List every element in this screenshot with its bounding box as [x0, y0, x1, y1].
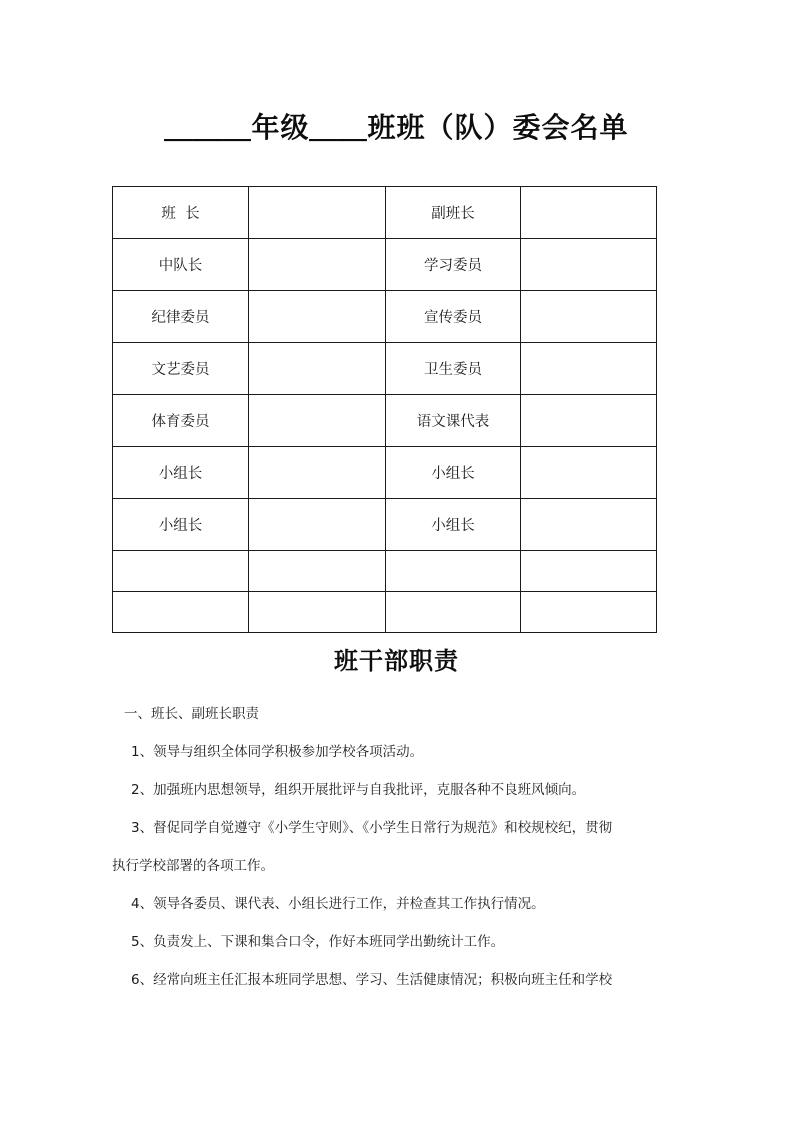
role-label-cell: 卫生委员 — [386, 343, 521, 395]
page-title: ＿＿＿年级＿＿班班（队）委会名单 — [164, 111, 629, 144]
role-label-cell: 小组长 — [386, 499, 521, 551]
role-value-cell[interactable] — [521, 499, 657, 551]
role-label-cell: 语文课代表 — [386, 395, 521, 447]
role-value-cell[interactable] — [521, 291, 657, 343]
role-value-cell[interactable] — [521, 187, 657, 239]
table-row — [113, 343, 657, 395]
role-label-cell: 宣传委员 — [386, 291, 521, 343]
role-label-cell: 班 长 — [113, 187, 249, 239]
role-label-cell: 小组长 — [386, 447, 521, 499]
role-label-cell: 小组长 — [113, 447, 249, 499]
role-value-cell[interactable] — [521, 592, 657, 633]
table-row — [113, 499, 657, 551]
table-row — [113, 239, 657, 291]
role-value-cell[interactable] — [249, 447, 386, 499]
role-label-cell: 副班长 — [386, 187, 521, 239]
duty-item: 2、加强班内思想领导，组织开展批评与自我批评，克服各种不良班风倾向。 — [131, 782, 586, 798]
duty-item-continuation: 执行学校部署的各项工作。 — [112, 858, 274, 874]
role-label-cell: 文艺委员 — [113, 343, 249, 395]
duties-body — [112, 695, 688, 999]
role-value-cell[interactable] — [249, 239, 386, 291]
table-row — [113, 187, 657, 239]
role-label-cell: 中队长 — [113, 239, 249, 291]
duty-item: 4、领导各委员、课代表、小组长进行工作，并检查其工作执行情况。 — [131, 896, 545, 912]
duty-item: 5、负责发上、下课和集合口令，作好本班同学出勤统计工作。 — [131, 934, 505, 950]
duties-subsection-title: 一、班长、副班长职责 — [124, 706, 259, 722]
role-label-cell[interactable] — [386, 592, 521, 633]
role-value-cell[interactable] — [521, 551, 657, 592]
class-committee-roster-table — [112, 186, 657, 633]
duty-item: 3、督促同学自觉遵守《小学生守则》、《小学生日常行为规范》和校规校纪，贯彻 — [131, 820, 613, 836]
table-row — [113, 551, 657, 592]
table-row — [113, 447, 657, 499]
role-value-cell[interactable] — [249, 343, 386, 395]
role-value-cell[interactable] — [249, 291, 386, 343]
role-value-cell[interactable] — [249, 395, 386, 447]
table-row — [113, 395, 657, 447]
duty-item: 6、经常向班主任汇报本班同学思想、学习、生活健康情况；积极向班主任和学校 — [131, 972, 613, 988]
table-row — [113, 592, 657, 633]
role-label-cell: 纪律委员 — [113, 291, 249, 343]
role-value-cell[interactable] — [521, 447, 657, 499]
role-value-cell[interactable] — [249, 499, 386, 551]
table-row — [113, 291, 657, 343]
role-label-cell: 体育委员 — [113, 395, 249, 447]
role-value-cell[interactable] — [249, 592, 386, 633]
role-value-cell[interactable] — [521, 343, 657, 395]
role-label-cell[interactable] — [386, 551, 521, 592]
role-value-cell[interactable] — [249, 187, 386, 239]
role-value-cell[interactable] — [521, 395, 657, 447]
role-value-cell[interactable] — [521, 239, 657, 291]
role-value-cell[interactable] — [249, 551, 386, 592]
role-label-cell: 小组长 — [113, 499, 249, 551]
duties-section-heading: 班干部职责 — [334, 647, 459, 675]
role-label-cell: 学习委员 — [386, 239, 521, 291]
duty-item: 1、领导与组织全体同学积极参加学校各项活动。 — [131, 744, 424, 760]
role-label-cell[interactable] — [113, 551, 249, 592]
role-label-cell[interactable] — [113, 592, 249, 633]
